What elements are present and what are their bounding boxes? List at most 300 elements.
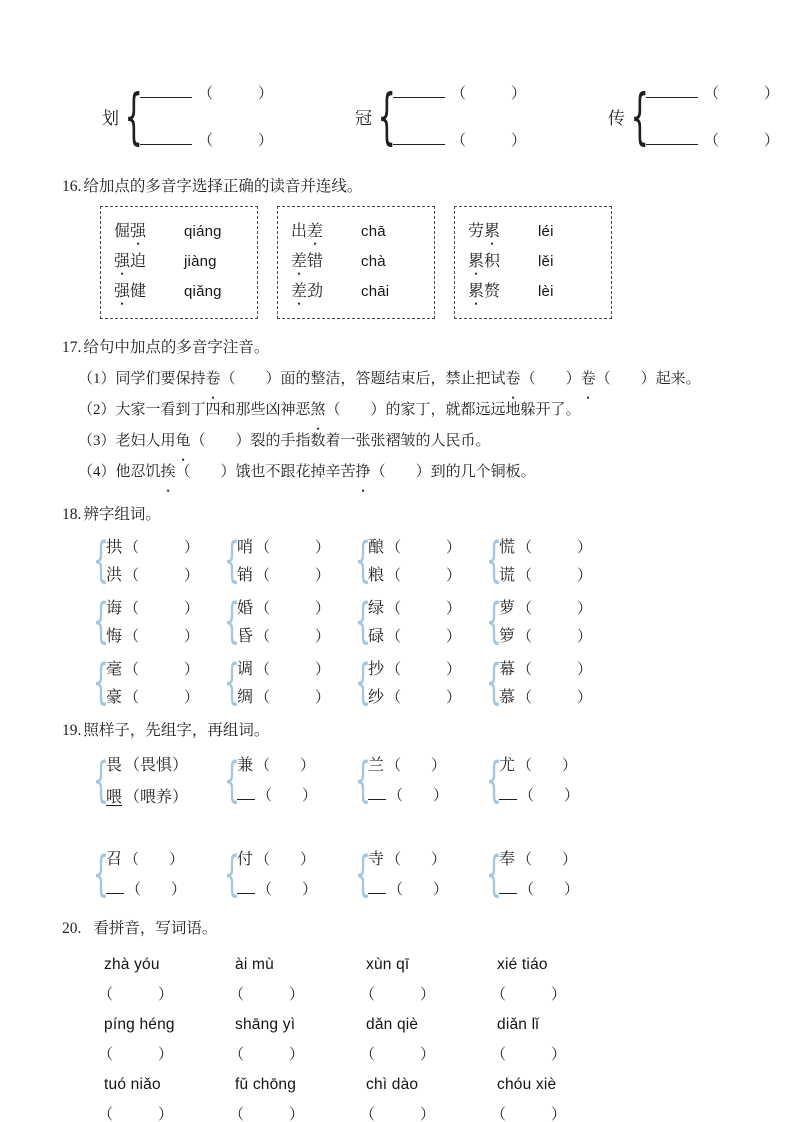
- text-segment: （ ）到的几个铜板。: [370, 464, 536, 480]
- text-segment: （ ）起来。: [595, 371, 701, 387]
- dotted-char: 煞: [310, 402, 326, 418]
- answer-paren: （ ）: [519, 788, 580, 804]
- dotted-char: 龟: [175, 433, 191, 449]
- left-brace-icon: {: [377, 80, 396, 152]
- answer-blank-line: [393, 83, 445, 98]
- dotted-char: 挨: [160, 464, 176, 480]
- answer-paren: （ ）: [451, 86, 527, 102]
- pinyin-label: xùn qī: [366, 955, 410, 973]
- q15-group-chuan: [608, 82, 779, 150]
- q19-example-group: [90, 752, 221, 806]
- answer-paren: （ ）: [360, 987, 436, 1003]
- character: 付: [237, 851, 254, 868]
- text-segment: 健: [130, 283, 147, 300]
- q20-block-1: [98, 950, 793, 1008]
- answer-paren: （ ）: [255, 852, 316, 868]
- pair-line: [368, 656, 461, 678]
- pinyin-label: ài mù: [235, 955, 274, 973]
- pair-line: [368, 623, 461, 645]
- answer-paren-cell: [360, 979, 491, 1008]
- pair-line: [237, 846, 317, 868]
- match-pair: [291, 278, 421, 308]
- answer-paren: （ ）: [386, 629, 462, 645]
- answer-paren: （ ）: [451, 133, 527, 149]
- q18-row-2: [90, 591, 793, 649]
- match-pair: [291, 218, 421, 248]
- character: 纱: [368, 689, 385, 706]
- left-brace-icon: {: [485, 591, 503, 649]
- match-pair: [114, 218, 244, 248]
- answer-blank-line: [646, 83, 698, 98]
- q19-group: [221, 752, 352, 806]
- q18-row-1: [90, 530, 793, 588]
- answer-paren: （ ）: [517, 758, 578, 774]
- pair-line: [499, 534, 592, 556]
- pair-line: [499, 846, 579, 868]
- char-pair-group: [483, 591, 614, 649]
- answer-paren: （ ）: [360, 1047, 436, 1063]
- pair-line: [237, 878, 317, 900]
- pinyin-label: chóu xiè: [497, 1075, 557, 1093]
- left-brace-icon: {: [354, 652, 372, 710]
- answer-paren: （ ）: [517, 690, 593, 706]
- pair-column: [499, 846, 579, 900]
- paren-row: [98, 1039, 793, 1068]
- pair-line: [106, 846, 186, 868]
- text-segment: （ ）饿也不跟花掉辛苦: [175, 464, 356, 480]
- char-pair-group: [221, 591, 352, 649]
- answer-paren-cell: [491, 979, 622, 1008]
- answer-paren: （ ）: [124, 852, 185, 868]
- answer-paren: （ ）: [124, 601, 200, 617]
- q16-title: 给加点的多音字选择正确的读音并连线。: [83, 178, 363, 195]
- q20-heading: [62, 916, 793, 938]
- answer-paren: （ ）: [124, 629, 200, 645]
- text-segment: （4）他忍饥: [78, 464, 161, 480]
- pair-line: [106, 684, 199, 706]
- match-pinyin: chāi: [361, 283, 390, 300]
- q19-group: [221, 846, 352, 900]
- answer-blank-line: [646, 130, 698, 145]
- q17-sentence-1: [78, 364, 793, 395]
- q17-number: 17.: [62, 339, 82, 356]
- character: 调: [237, 661, 254, 678]
- left-brace-icon: {: [223, 530, 241, 588]
- q20-block-2: [98, 1010, 793, 1068]
- pair-line: [106, 752, 188, 774]
- match-pair: [291, 248, 421, 278]
- pair-line: [237, 752, 317, 774]
- match-word: [468, 278, 538, 301]
- text-segment: （ ）面的整洁，答题结束后，禁止把试: [220, 371, 506, 387]
- pair-line: [499, 878, 579, 900]
- answer-paren: （ ）: [229, 987, 305, 1003]
- character: 昏: [237, 628, 254, 645]
- pair-column: [368, 846, 448, 900]
- pair-column: [368, 534, 461, 584]
- pair-line: [106, 784, 188, 806]
- pinyin-label: píng héng: [104, 1015, 175, 1033]
- pair-line: [368, 684, 461, 706]
- match-word: [291, 248, 361, 271]
- answer-paren: （ ）: [255, 540, 331, 556]
- match-word: [468, 218, 538, 241]
- pair-line: [106, 562, 199, 584]
- match-pair: [468, 248, 598, 278]
- left-brace-icon: {: [354, 750, 372, 808]
- answer-paren: （ ）: [257, 788, 318, 804]
- left-brace-icon: {: [354, 530, 372, 588]
- pair-column: [237, 534, 330, 584]
- dotted-char: 强: [130, 223, 147, 240]
- q16-heading: [62, 174, 793, 196]
- answer-paren: （ ）: [124, 662, 200, 678]
- q20-block-3: [98, 1070, 793, 1122]
- answer-paren: （ ）: [124, 568, 200, 584]
- pair-line: [499, 752, 579, 774]
- dotted-char: 累: [468, 283, 485, 300]
- q20-number: 20.: [62, 920, 82, 937]
- left-brace-icon: {: [223, 844, 241, 902]
- answer-paren: （ ）: [386, 758, 447, 774]
- q17-sentence-4: [78, 457, 793, 488]
- text-segment: 出: [291, 223, 308, 240]
- q15-blank-row: [393, 129, 526, 150]
- q19-number: 19.: [62, 722, 82, 739]
- q15-blank-row: [140, 82, 273, 103]
- character: 悔: [106, 628, 123, 645]
- answer-paren: （ ）: [517, 852, 578, 868]
- q19-heading: [62, 718, 793, 740]
- pair-line: [106, 595, 199, 617]
- character: 幕: [499, 661, 516, 678]
- answer-paren-cell: [98, 1099, 229, 1122]
- match-pinyin: lěi: [538, 253, 554, 270]
- match-word: [114, 278, 184, 301]
- pair-column: [499, 534, 592, 584]
- answer-paren: （ ）: [198, 86, 274, 102]
- left-brace-icon: {: [124, 80, 143, 152]
- dotted-char: 差: [291, 253, 308, 270]
- pair-column: [237, 595, 330, 645]
- answer-paren: （ ）: [124, 690, 200, 706]
- example-word: （喂养）: [124, 789, 189, 806]
- pinyin-row: [98, 1010, 793, 1039]
- answer-paren: （ ）: [388, 788, 449, 804]
- left-brace-icon: {: [485, 844, 503, 902]
- left-brace-icon: {: [630, 80, 649, 152]
- answer-paren: （ ）: [98, 1107, 174, 1122]
- char-pair-group: [221, 530, 352, 588]
- text-segment: 赘: [484, 283, 501, 300]
- character: 寺: [368, 851, 385, 868]
- pinyin-label: chì dào: [366, 1075, 419, 1093]
- q19-group: [352, 846, 483, 900]
- character: 绿: [368, 600, 385, 617]
- character: 抄: [368, 661, 385, 678]
- pair-line: [368, 752, 448, 774]
- pair-line: [106, 623, 199, 645]
- answer-paren: （ ）: [386, 540, 462, 556]
- answer-paren: （ ）: [255, 568, 331, 584]
- char-pair-group: [483, 530, 614, 588]
- answer-paren: （ ）: [517, 601, 593, 617]
- character: 谎: [499, 567, 516, 584]
- q16-number: 16.: [62, 178, 82, 195]
- text-segment: （1）同学们要保持: [78, 371, 206, 387]
- pair-line: [237, 656, 330, 678]
- pinyin-label: xié tiáo: [497, 955, 548, 973]
- dotted-char: 卷: [580, 371, 596, 387]
- pair-column: [499, 752, 579, 806]
- answer-paren: （ ）: [255, 690, 331, 706]
- character: 绸: [237, 689, 254, 706]
- character: 召: [106, 851, 123, 868]
- answer-paren-cell: [360, 1099, 491, 1122]
- q16-box-cha: [277, 206, 435, 319]
- character: 酿: [368, 539, 385, 556]
- pair-line: [499, 595, 592, 617]
- answer-blank-line: [140, 83, 192, 98]
- pair-line: [368, 784, 448, 806]
- left-brace-icon: {: [223, 750, 241, 808]
- answer-paren: （ ）: [517, 568, 593, 584]
- answer-paren: （ ）: [388, 882, 449, 898]
- paren-row: [98, 1099, 793, 1122]
- text-segment: （ ）: [520, 371, 581, 387]
- q19-group: [90, 846, 221, 900]
- dotted-char: 卷: [505, 371, 521, 387]
- pair-column: [237, 846, 317, 900]
- q17-heading: [62, 335, 793, 357]
- answer-paren: （ ）: [360, 1107, 436, 1122]
- character: 奉: [499, 851, 516, 868]
- answer-paren: （ ）: [491, 1107, 567, 1122]
- left-brace-icon: {: [223, 652, 241, 710]
- left-brace-icon: {: [354, 591, 372, 649]
- q15-group-guan: [355, 82, 526, 150]
- answer-paren: （ ）: [257, 882, 318, 898]
- pair-column: [106, 534, 199, 584]
- pair-column: [106, 752, 188, 806]
- character: 尤: [499, 757, 516, 774]
- q15-blank-column: [393, 82, 526, 150]
- answer-paren: （ ）: [704, 86, 780, 102]
- q17-sentence-2: [78, 395, 793, 426]
- text-segment: （2）大家一看到丁四和那些凶神恶: [78, 402, 311, 418]
- q18-row-3: [90, 652, 793, 710]
- match-pinyin: chā: [361, 223, 386, 240]
- match-pair: [114, 278, 244, 308]
- character: 慌: [499, 539, 516, 556]
- answer-paren: （ ）: [491, 1047, 567, 1063]
- text-segment: 劳: [468, 223, 485, 240]
- q15-character: 划: [102, 108, 119, 128]
- dotted-char: 差: [307, 223, 324, 240]
- char-pair-group: [352, 652, 483, 710]
- answer-paren: （ ）: [386, 601, 462, 617]
- pinyin-label: zhà yóu: [104, 955, 160, 973]
- pinyin-label: fǔ chōng: [235, 1075, 297, 1093]
- left-brace-icon: {: [92, 530, 110, 588]
- paren-row: [98, 979, 793, 1008]
- character: 诲: [106, 600, 123, 617]
- q18-number: 18.: [62, 506, 82, 523]
- q16-box-qiang: [100, 206, 258, 319]
- pair-column: [499, 656, 592, 706]
- character: 粮: [368, 567, 385, 584]
- char-pair-group: [352, 591, 483, 649]
- character: 销: [237, 567, 254, 584]
- character: 豪: [106, 689, 123, 706]
- pinyin-row: [98, 1070, 793, 1099]
- character: 萝: [499, 600, 516, 617]
- character: 箩: [499, 628, 516, 645]
- pair-line: [368, 595, 461, 617]
- left-brace-icon: {: [92, 652, 110, 710]
- char-pair-group: [90, 652, 221, 710]
- character: 慕: [499, 689, 516, 706]
- answer-paren: （ ）: [229, 1107, 305, 1122]
- pair-column: [499, 595, 592, 645]
- q16-matching-boxes: [100, 206, 793, 319]
- q18-title: 辨字组词。: [83, 506, 161, 523]
- match-word: [291, 278, 361, 301]
- answer-paren-cell: [491, 1099, 622, 1122]
- character: 碌: [368, 628, 385, 645]
- pair-column: [237, 656, 330, 706]
- answer-paren-cell: [229, 1099, 360, 1122]
- pinyin-label: diǎn lǐ: [497, 1015, 539, 1033]
- char-pair-group: [221, 652, 352, 710]
- answer-paren: （ ）: [386, 690, 462, 706]
- text-segment: （ ）的家丁，就都远远地躲开了。: [325, 402, 581, 418]
- pair-line: [499, 562, 592, 584]
- pinyin-label: dǎn qiè: [366, 1015, 419, 1033]
- q15-blank-column: [140, 82, 273, 150]
- left-brace-icon: {: [92, 591, 110, 649]
- pair-line: [368, 534, 461, 556]
- character: 哨: [237, 539, 254, 556]
- text-segment: （3）老妇人用: [78, 433, 176, 449]
- q19-title: 照样子，先组字，再组词。: [83, 722, 270, 739]
- pair-line: [368, 562, 461, 584]
- left-brace-icon: {: [485, 530, 503, 588]
- q16-box-lei: [454, 206, 612, 319]
- match-word: [114, 218, 184, 241]
- character: 拱: [106, 539, 123, 556]
- q17-title: 给句中加点的多音字注音。: [83, 339, 270, 356]
- q19-row-1: [90, 752, 793, 806]
- answer-paren: （ ）: [255, 629, 331, 645]
- q19-section: [0, 752, 793, 900]
- pair-line: [237, 534, 330, 556]
- answer-paren: （ ）: [519, 882, 580, 898]
- answer-paren: （ ）: [386, 662, 462, 678]
- pair-line: [237, 784, 317, 806]
- q15-group-hua: [102, 82, 273, 150]
- text-segment: 倔: [114, 223, 131, 240]
- left-brace-icon: {: [223, 591, 241, 649]
- q19-group: [352, 752, 483, 806]
- pinyin-label: tuó niǎo: [104, 1075, 161, 1093]
- q15-partial-section: [102, 82, 793, 150]
- match-pinyin: chà: [361, 253, 386, 270]
- character: 兼: [237, 757, 254, 774]
- answer-paren-cell: [229, 1039, 360, 1068]
- answer-paren-cell: [98, 979, 229, 1008]
- q15-character: 传: [608, 108, 626, 128]
- text-segment: 劲: [307, 283, 324, 300]
- character: 婚: [237, 600, 254, 617]
- q15-character: 冠: [355, 108, 373, 128]
- answer-paren: （ ）: [98, 987, 174, 1003]
- dotted-char: 强: [114, 283, 131, 300]
- pair-line: [237, 562, 330, 584]
- char-pair-group: [352, 530, 483, 588]
- pair-line: [499, 623, 592, 645]
- q15-blank-column: [646, 82, 779, 150]
- text-segment: 迫: [130, 253, 147, 270]
- dotted-char: 累: [484, 223, 501, 240]
- q15-blank-row: [140, 129, 273, 150]
- pair-column: [237, 752, 317, 806]
- match-pinyin: jiàng: [184, 253, 217, 270]
- pair-line: [499, 784, 579, 806]
- pair-column: [368, 656, 461, 706]
- dotted-char: 挣: [355, 464, 371, 480]
- q19-row-2: [90, 846, 793, 900]
- match-pinyin: qiáng: [184, 223, 222, 240]
- q19-group: [483, 846, 614, 900]
- match-word: [468, 248, 538, 271]
- match-pinyin: qiǎng: [184, 283, 222, 300]
- answer-paren: （ ）: [704, 133, 780, 149]
- match-word: [114, 248, 184, 271]
- answer-blank-line: [393, 130, 445, 145]
- answer-paren: （ ）: [386, 852, 447, 868]
- answer-paren: （ ）: [491, 987, 567, 1003]
- answer-paren-cell: [98, 1039, 229, 1068]
- text-segment: 积: [484, 253, 501, 270]
- match-pinyin: léi: [538, 223, 554, 240]
- pair-line: [106, 878, 186, 900]
- answer-paren: （ ）: [517, 662, 593, 678]
- character: 毫: [106, 661, 123, 678]
- match-word: [291, 218, 361, 241]
- answer-paren: （ ）: [124, 540, 200, 556]
- left-brace-icon: {: [92, 844, 110, 902]
- dotted-char: 差: [291, 283, 308, 300]
- q15-blank-row: [646, 82, 779, 103]
- left-brace-icon: {: [485, 750, 503, 808]
- left-brace-icon: {: [485, 652, 503, 710]
- q15-blank-row: [646, 129, 779, 150]
- character: 洪: [106, 567, 123, 584]
- pair-line: [499, 656, 592, 678]
- pair-line: [237, 623, 330, 645]
- character: 畏: [106, 757, 123, 774]
- pair-column: [368, 752, 448, 806]
- text-segment: 错: [307, 253, 324, 270]
- pair-line: [106, 534, 199, 556]
- answer-paren: （ ）: [198, 133, 274, 149]
- char-pair-group: [90, 591, 221, 649]
- pair-line: [106, 656, 199, 678]
- dotted-char: 累: [468, 253, 485, 270]
- answer-paren: （ ）: [255, 758, 316, 774]
- match-pinyin: lèi: [538, 283, 554, 300]
